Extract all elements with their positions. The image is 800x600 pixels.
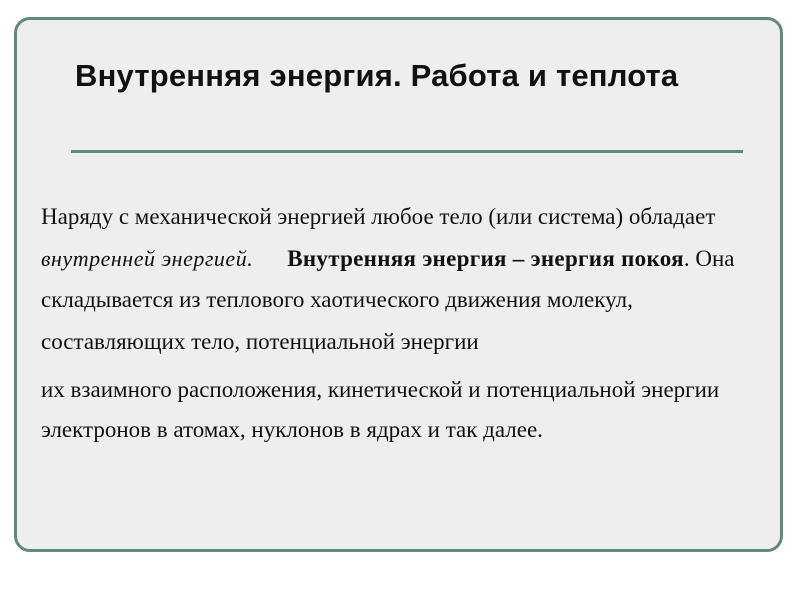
body-paragraph-2: их взаимного расположения, кинетической и потенциальной энергии электронов в атомах, нуклонов в ядрах и так далее. [41, 377, 720, 442]
paragraph-1-text-after: . Она складывается из теплового хаотического движения молекул, составляющих тело, потенциальной энергии [41, 245, 735, 354]
slide-title: Внутренняя энергия. Работа и теплота [75, 58, 679, 93]
bold-term-definition: Внутренняя энергия – энергия покоя [287, 245, 684, 271]
italic-term-internal-energy: внутренней энергией. [41, 245, 254, 271]
slide-body [41, 196, 781, 450]
paragraph-1-text-before: Наряду с механической энергией любое тело (или система) обладает [41, 204, 716, 229]
slide-frame [14, 17, 783, 552]
title-underline-divider [71, 150, 743, 153]
body-paragraph-1 [41, 196, 781, 362]
